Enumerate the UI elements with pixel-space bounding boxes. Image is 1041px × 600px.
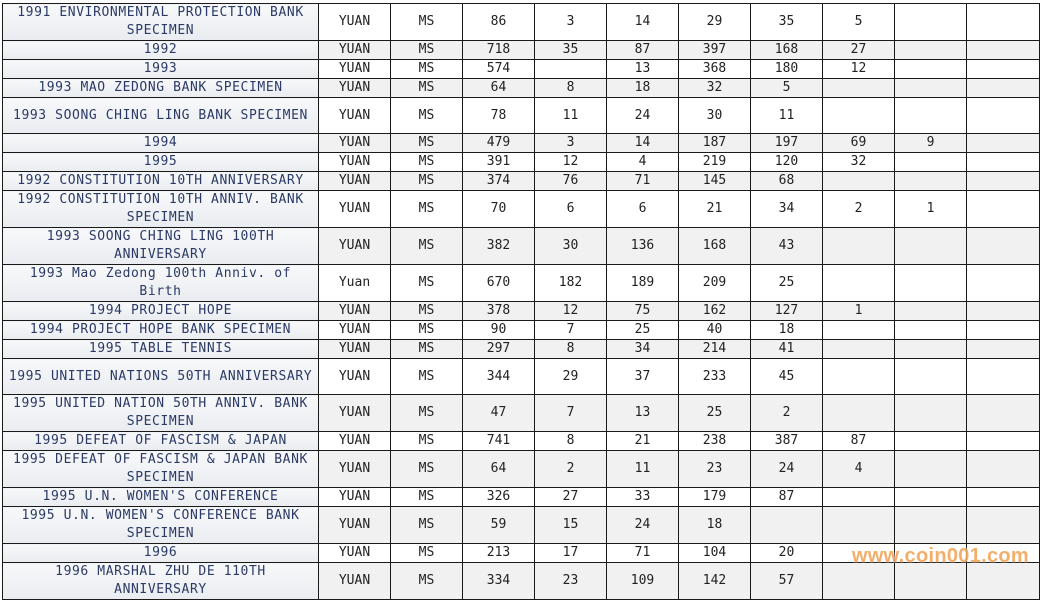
coin-name-cell: 1992 CONSTITUTION 10TH ANNIV. BANK SPECIMEN	[3, 191, 319, 228]
cell-c7	[967, 4, 1040, 41]
cell-total: 479	[463, 134, 535, 153]
cell-c4: 197	[751, 134, 823, 153]
cell-c2: 6	[607, 191, 679, 228]
table-row	[3, 302, 1040, 321]
cell-c1: 27	[535, 488, 607, 507]
cell-unit: YUAN	[319, 395, 391, 432]
cell-c7	[967, 321, 1040, 340]
cell-c2: 11	[607, 451, 679, 488]
cell-c3: 29	[679, 4, 751, 41]
cell-c3: 162	[679, 302, 751, 321]
cell-grade: MS	[391, 488, 463, 507]
cell-unit: YUAN	[319, 4, 391, 41]
table-row	[3, 395, 1040, 432]
cell-c6	[895, 4, 967, 41]
cell-c2: 24	[607, 98, 679, 134]
cell-c5	[823, 507, 895, 544]
table-body	[3, 4, 1040, 600]
cell-c6	[895, 340, 967, 359]
cell-c1: 8	[535, 432, 607, 451]
cell-total: 78	[463, 98, 535, 134]
cell-c4: 127	[751, 302, 823, 321]
cell-c4: 25	[751, 265, 823, 302]
cell-total: 378	[463, 302, 535, 321]
cell-c6	[895, 507, 967, 544]
cell-c3: 23	[679, 451, 751, 488]
cell-grade: MS	[391, 451, 463, 488]
cell-c4: 120	[751, 153, 823, 172]
cell-unit: YUAN	[319, 191, 391, 228]
cell-c3: 368	[679, 60, 751, 79]
cell-unit: YUAN	[319, 563, 391, 600]
coin-name-cell: 1995 TABLE TENNIS	[3, 340, 319, 359]
cell-c5	[823, 563, 895, 600]
cell-c3: 21	[679, 191, 751, 228]
cell-total: 47	[463, 395, 535, 432]
cell-c2: 34	[607, 340, 679, 359]
cell-c6	[895, 60, 967, 79]
cell-c5: 69	[823, 134, 895, 153]
cell-c1: 7	[535, 321, 607, 340]
cell-c2: 14	[607, 4, 679, 41]
cell-unit: YUAN	[319, 432, 391, 451]
cell-c5: 4	[823, 451, 895, 488]
cell-c3: 104	[679, 544, 751, 563]
cell-c7	[967, 340, 1040, 359]
cell-c5	[823, 228, 895, 265]
cell-c4: 35	[751, 4, 823, 41]
cell-c7	[967, 451, 1040, 488]
cell-c1: 8	[535, 340, 607, 359]
cell-c5	[823, 98, 895, 134]
cell-c3: 32	[679, 79, 751, 98]
cell-c6	[895, 321, 967, 340]
cell-grade: MS	[391, 544, 463, 563]
table-row	[3, 41, 1040, 60]
cell-c7	[967, 228, 1040, 265]
cell-c2: 25	[607, 321, 679, 340]
cell-grade: MS	[391, 228, 463, 265]
cell-total: 90	[463, 321, 535, 340]
cell-unit: YUAN	[319, 153, 391, 172]
table-row	[3, 79, 1040, 98]
cell-c4: 20	[751, 544, 823, 563]
cell-c1: 7	[535, 395, 607, 432]
cell-grade: MS	[391, 134, 463, 153]
cell-c5	[823, 395, 895, 432]
cell-grade: MS	[391, 321, 463, 340]
table-row	[3, 172, 1040, 191]
cell-c7	[967, 265, 1040, 302]
cell-c5	[823, 359, 895, 395]
cell-c6	[895, 265, 967, 302]
cell-c4: 11	[751, 98, 823, 134]
cell-c1: 15	[535, 507, 607, 544]
table-row	[3, 563, 1040, 600]
cell-c2: 136	[607, 228, 679, 265]
cell-c4: 68	[751, 172, 823, 191]
table-row	[3, 340, 1040, 359]
cell-c3: 214	[679, 340, 751, 359]
cell-c4: 5	[751, 79, 823, 98]
table-row	[3, 359, 1040, 395]
table-row	[3, 488, 1040, 507]
coin-name-cell: 1993 SOONG CHING LING 100TH ANNIVERSARY	[3, 228, 319, 265]
cell-c4: 18	[751, 321, 823, 340]
cell-c5	[823, 172, 895, 191]
coin-name-cell: 1993 Mao Zedong 100th Anniv. of Birth	[3, 265, 319, 302]
cell-c4: 43	[751, 228, 823, 265]
cell-c7	[967, 134, 1040, 153]
cell-grade: MS	[391, 41, 463, 60]
cell-c5	[823, 265, 895, 302]
cell-c7	[967, 191, 1040, 228]
cell-unit: YUAN	[319, 302, 391, 321]
table-row	[3, 228, 1040, 265]
cell-total: 574	[463, 60, 535, 79]
cell-c2: 75	[607, 302, 679, 321]
cell-c4: 168	[751, 41, 823, 60]
cell-grade: MS	[391, 507, 463, 544]
cell-c6	[895, 432, 967, 451]
cell-c1: 76	[535, 172, 607, 191]
coin-name-cell: 1995 U.N. WOMEN'S CONFERENCE	[3, 488, 319, 507]
cell-c4: 57	[751, 563, 823, 600]
cell-c6	[895, 302, 967, 321]
cell-c7	[967, 395, 1040, 432]
cell-c3: 397	[679, 41, 751, 60]
cell-c7	[967, 488, 1040, 507]
cell-grade: MS	[391, 340, 463, 359]
cell-unit: YUAN	[319, 134, 391, 153]
table-row	[3, 153, 1040, 172]
cell-c7	[967, 432, 1040, 451]
cell-c6	[895, 41, 967, 60]
cell-c3: 142	[679, 563, 751, 600]
cell-c5: 2	[823, 191, 895, 228]
cell-c2: 33	[607, 488, 679, 507]
cell-unit: YUAN	[319, 98, 391, 134]
cell-c7	[967, 41, 1040, 60]
table-row	[3, 60, 1040, 79]
coin-name-cell: 1993 MAO ZEDONG BANK SPECIMEN	[3, 79, 319, 98]
cell-c1: 12	[535, 153, 607, 172]
cell-unit: YUAN	[319, 60, 391, 79]
cell-c4	[751, 507, 823, 544]
cell-total: 326	[463, 488, 535, 507]
table-row	[3, 4, 1040, 41]
cell-c4: 180	[751, 60, 823, 79]
cell-c2: 37	[607, 359, 679, 395]
cell-unit: YUAN	[319, 544, 391, 563]
cell-c7	[967, 359, 1040, 395]
cell-c7	[967, 172, 1040, 191]
coin-population-table	[2, 3, 1040, 600]
coin-name-cell: 1995 UNITED NATIONS 50TH ANNIVERSARY	[3, 359, 319, 395]
cell-grade: MS	[391, 60, 463, 79]
cell-grade: MS	[391, 4, 463, 41]
table-row	[3, 98, 1040, 134]
cell-total: 344	[463, 359, 535, 395]
cell-total: 86	[463, 4, 535, 41]
cell-c1: 6	[535, 191, 607, 228]
site-watermark: www.coin001.com	[851, 545, 1029, 567]
cell-c6	[895, 172, 967, 191]
cell-grade: MS	[391, 172, 463, 191]
cell-c2: 189	[607, 265, 679, 302]
cell-c2: 14	[607, 134, 679, 153]
cell-c1: 17	[535, 544, 607, 563]
cell-c1: 35	[535, 41, 607, 60]
cell-c2: 24	[607, 507, 679, 544]
cell-c7	[967, 153, 1040, 172]
cell-c3: 233	[679, 359, 751, 395]
cell-c2: 71	[607, 544, 679, 563]
cell-c4: 45	[751, 359, 823, 395]
cell-c1: 8	[535, 79, 607, 98]
coin-name-cell: 1992	[3, 41, 319, 60]
cell-c7	[967, 507, 1040, 544]
cell-c6: 1	[895, 191, 967, 228]
cell-c6: 9	[895, 134, 967, 153]
coin-name-cell: 1994 PROJECT HOPE	[3, 302, 319, 321]
cell-grade: MS	[391, 79, 463, 98]
cell-unit: YUAN	[319, 41, 391, 60]
cell-c7	[967, 302, 1040, 321]
cell-c1: 11	[535, 98, 607, 134]
cell-c2: 13	[607, 60, 679, 79]
cell-unit: YUAN	[319, 172, 391, 191]
cell-total: 718	[463, 41, 535, 60]
cell-c6	[895, 79, 967, 98]
cell-grade: MS	[391, 153, 463, 172]
cell-c5	[823, 79, 895, 98]
coin-name-cell: 1995 UNITED NATION 50TH ANNIV. BANK SPECIMEN	[3, 395, 319, 432]
cell-c6	[895, 153, 967, 172]
cell-unit: YUAN	[319, 451, 391, 488]
table-row	[3, 134, 1040, 153]
coin-name-cell: 1995 U.N. WOMEN'S CONFERENCE BANK SPECIMEN	[3, 507, 319, 544]
cell-c1: 29	[535, 359, 607, 395]
cell-c6	[895, 395, 967, 432]
cell-c5	[823, 340, 895, 359]
coin-name-cell: 1995 DEFEAT OF FASCISM & JAPAN	[3, 432, 319, 451]
cell-c2: 4	[607, 153, 679, 172]
cell-total: 64	[463, 451, 535, 488]
cell-total: 59	[463, 507, 535, 544]
cell-c2: 71	[607, 172, 679, 191]
table-row	[3, 321, 1040, 340]
cell-c5: 32	[823, 153, 895, 172]
cell-grade: MS	[391, 98, 463, 134]
cell-total: 70	[463, 191, 535, 228]
table-row	[3, 191, 1040, 228]
cell-c6	[895, 488, 967, 507]
coin-name-cell: 1994 PROJECT HOPE BANK SPECIMEN	[3, 321, 319, 340]
cell-c1: 3	[535, 134, 607, 153]
cell-c1: 3	[535, 4, 607, 41]
cell-c5: 5	[823, 4, 895, 41]
cell-c7	[967, 98, 1040, 134]
cell-c3: 238	[679, 432, 751, 451]
coin-name-cell: 1996 MARSHAL ZHU DE 110TH ANNIVERSARY	[3, 563, 319, 600]
cell-c4: 34	[751, 191, 823, 228]
cell-c3: 30	[679, 98, 751, 134]
cell-total: 64	[463, 79, 535, 98]
cell-c5: 1	[823, 302, 895, 321]
cell-c2: 18	[607, 79, 679, 98]
cell-c5: 27	[823, 41, 895, 60]
cell-c2: 21	[607, 432, 679, 451]
cell-c3: 219	[679, 153, 751, 172]
cell-total: 391	[463, 153, 535, 172]
cell-grade: MS	[391, 395, 463, 432]
cell-c2: 13	[607, 395, 679, 432]
cell-c7	[967, 79, 1040, 98]
cell-c1: 30	[535, 228, 607, 265]
cell-total: 213	[463, 544, 535, 563]
cell-c3: 168	[679, 228, 751, 265]
cell-c3: 40	[679, 321, 751, 340]
cell-unit: YUAN	[319, 228, 391, 265]
cell-total: 741	[463, 432, 535, 451]
coin-name-cell: 1991 ENVIRONMENTAL PROTECTION BANK SPECIMEN	[3, 4, 319, 41]
cell-total: 670	[463, 265, 535, 302]
cell-c5: 87	[823, 432, 895, 451]
cell-grade: MS	[391, 191, 463, 228]
coin-name-cell: 1993 SOONG CHING LING BANK SPECIMEN	[3, 98, 319, 134]
cell-c6	[895, 228, 967, 265]
cell-c4: 41	[751, 340, 823, 359]
coin-name-cell: 1995 DEFEAT OF FASCISM & JAPAN BANK SPECIMEN	[3, 451, 319, 488]
cell-c4: 24	[751, 451, 823, 488]
cell-c1: 2	[535, 451, 607, 488]
cell-c3: 209	[679, 265, 751, 302]
cell-unit: YUAN	[319, 79, 391, 98]
cell-c3: 187	[679, 134, 751, 153]
cell-c2: 109	[607, 563, 679, 600]
table-row	[3, 451, 1040, 488]
cell-c2: 87	[607, 41, 679, 60]
cell-unit: Yuan	[319, 265, 391, 302]
cell-c7	[967, 60, 1040, 79]
coin-name-cell: 1993	[3, 60, 319, 79]
cell-grade: MS	[391, 302, 463, 321]
cell-grade: MS	[391, 359, 463, 395]
cell-c4: 87	[751, 488, 823, 507]
cell-c4: 2	[751, 395, 823, 432]
cell-c3: 179	[679, 488, 751, 507]
cell-total: 334	[463, 563, 535, 600]
table-row	[3, 432, 1040, 451]
cell-c6	[895, 98, 967, 134]
cell-total: 297	[463, 340, 535, 359]
table-row	[3, 507, 1040, 544]
cell-unit: YUAN	[319, 488, 391, 507]
cell-unit: YUAN	[319, 340, 391, 359]
cell-c6	[895, 359, 967, 395]
coin-name-cell: 1995	[3, 153, 319, 172]
cell-unit: YUAN	[319, 507, 391, 544]
coin-name-cell: 1992 CONSTITUTION 10TH ANNIVERSARY	[3, 172, 319, 191]
cell-c3: 25	[679, 395, 751, 432]
cell-c5	[823, 321, 895, 340]
cell-c1: 12	[535, 302, 607, 321]
cell-c3: 18	[679, 507, 751, 544]
cell-c1: 23	[535, 563, 607, 600]
cell-c3: 145	[679, 172, 751, 191]
cell-c5: 12	[823, 60, 895, 79]
cell-c7	[967, 563, 1040, 600]
coin-name-cell: 1994	[3, 134, 319, 153]
table-row	[3, 265, 1040, 302]
cell-grade: MS	[391, 563, 463, 600]
cell-unit: YUAN	[319, 359, 391, 395]
cell-grade: MS	[391, 432, 463, 451]
cell-unit: YUAN	[319, 321, 391, 340]
cell-c1	[535, 60, 607, 79]
cell-c1: 182	[535, 265, 607, 302]
cell-total: 374	[463, 172, 535, 191]
cell-c5	[823, 488, 895, 507]
cell-c6	[895, 451, 967, 488]
cell-c6	[895, 563, 967, 600]
cell-total: 382	[463, 228, 535, 265]
cell-c4: 387	[751, 432, 823, 451]
coin-name-cell: 1996	[3, 544, 319, 563]
cell-grade: MS	[391, 265, 463, 302]
